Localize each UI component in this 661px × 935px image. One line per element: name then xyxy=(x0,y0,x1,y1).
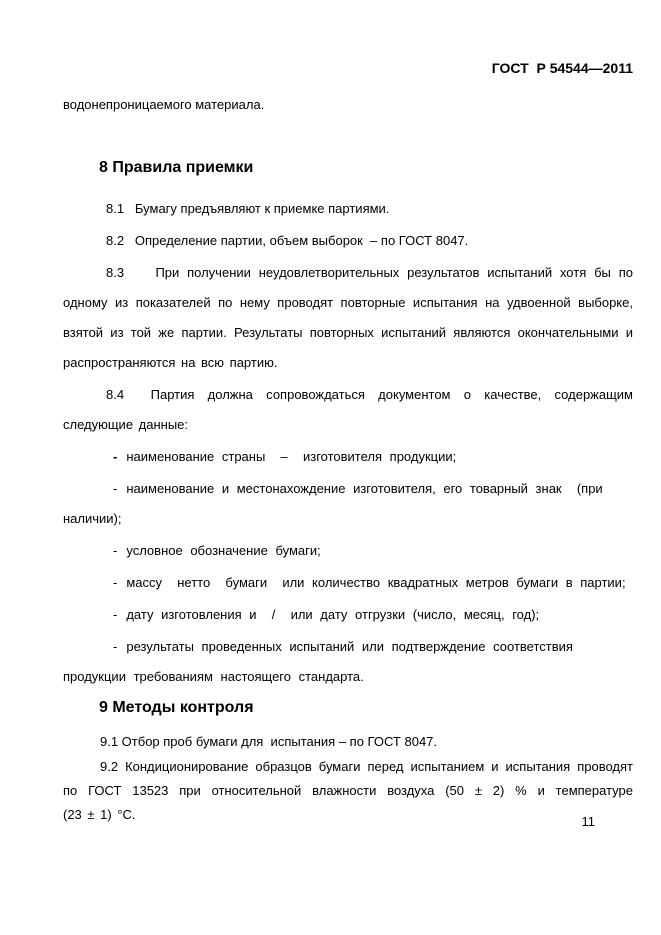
list-item-dash: - xyxy=(113,543,118,558)
section-9-heading: 9 Методы контроля xyxy=(99,699,254,716)
list-item-dash: - xyxy=(113,481,118,496)
list-item-text: массу нетто бумаги или количество квадратных метров бумаги в партии; xyxy=(126,575,626,590)
clause-8-2: 8.2 Определение партии, объем выборок – по ГОСТ 8047. xyxy=(106,233,469,248)
list-item xyxy=(63,632,633,692)
list-item-text: условное обозначение бумаги; xyxy=(126,543,321,558)
list-item-text: дату изготовления и / или дату отгрузки (число, месяц, год); xyxy=(126,607,540,622)
list-item-dash: - xyxy=(113,449,118,464)
clause-9-1: 9.1 Отбор проб бумаги для испытания – по ГОСТ 8047. xyxy=(100,734,438,749)
list-item-text: результаты проведенных испытаний или подтверждение соответствия продукции требованиям настоящего стандарта. xyxy=(63,639,573,684)
clause-8-3: 8.3 При получении неудовлетворительных результатов испытаний хотя бы по одному из показателей по нему проводят повторные испытания на удвоенной выборке, взятой из той же партии. Результаты повторных испытаний являются окончательными и распространяются на всю партию. xyxy=(63,265,633,370)
list-item-dash: - xyxy=(113,575,118,590)
clause-8-4: 8.4 Партия должна сопровождаться документом о качестве, содержащим следующие данные: xyxy=(63,387,633,432)
standard-reference-header: ГОСТ Р 54544—2011 xyxy=(491,60,633,76)
list-item xyxy=(63,600,633,630)
clause-8-1: 8.1 Бумагу предъявляют к приемке партиями. xyxy=(106,201,390,216)
clause-9-2: 9.2 Кондиционирование образцов бумаги перед испытанием и испытания проводят по ГОСТ 13523 при относительной влажности воздуха (50 ± 2) % и температуре (23 ± 1) °С. xyxy=(63,759,633,822)
section-8-heading: 8 Правила приемки xyxy=(99,159,254,176)
list-item xyxy=(63,568,633,598)
list-item xyxy=(63,536,633,566)
paragraph-intro-fragment: водонепроницаемого материала. xyxy=(63,97,265,112)
list-item xyxy=(63,474,633,534)
page-number: 11 xyxy=(581,814,595,829)
list-item xyxy=(63,442,633,472)
list-item-dash: - xyxy=(113,607,118,622)
quality-document-data-list xyxy=(63,442,633,692)
list-item-dash: - xyxy=(113,639,118,654)
list-item-text: наименование и местонахождение изготовителя, его товарный знак (при наличии); xyxy=(63,481,603,526)
list-item-text: наименование страны – изготовителя продукции; xyxy=(126,449,457,464)
